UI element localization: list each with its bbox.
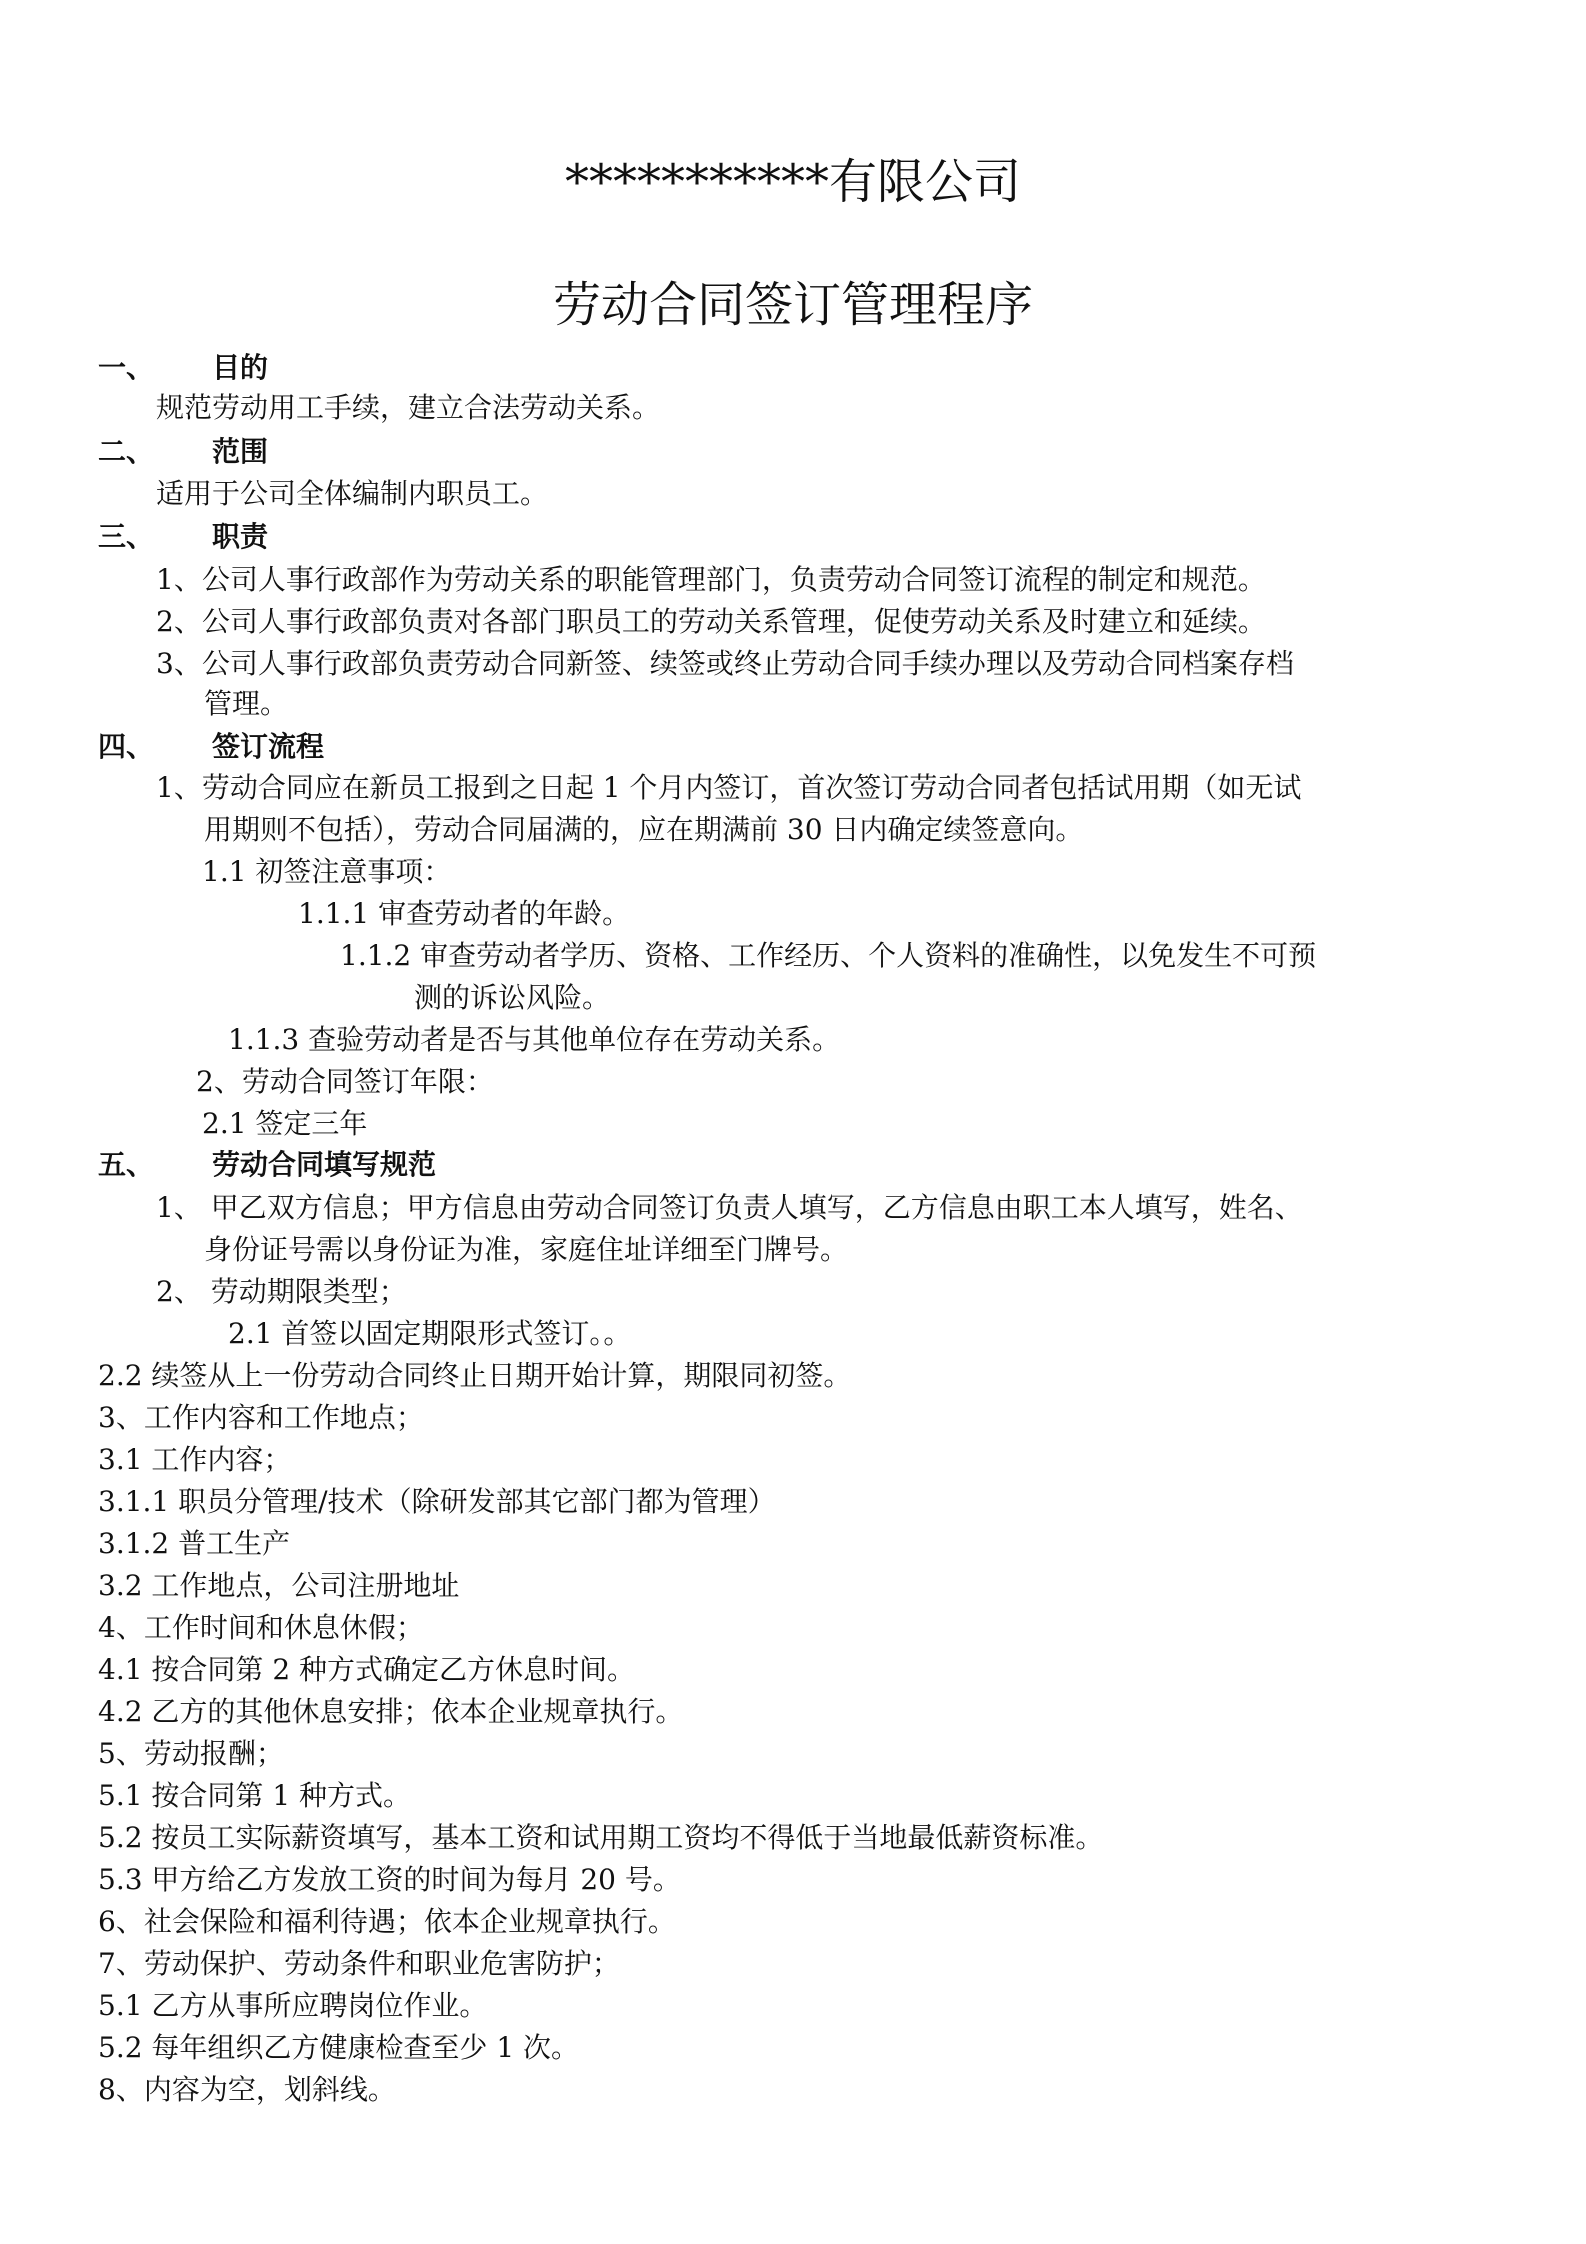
list-item: 4、工作时间和休息休假； xyxy=(98,1611,424,1644)
sub-item: 3.2 工作地点，公司注册地址 xyxy=(98,1569,460,1602)
list-item: 1、 甲乙双方信息；甲方信息由劳动合同签订负责人填写，乙方信息由职工本人填写，姓名、 xyxy=(156,1191,1303,1224)
list-item-continuation: 用期则不包括），劳动合同届满的，应在期满前 30 日内确定续签意向。 xyxy=(204,813,1084,846)
sub-item: 2.2 续签从上一份劳动合同终止日期开始计算，期限同初签。 xyxy=(98,1359,852,1392)
sub-item: 5.3 甲方给乙方发放工资的时间为每月 20 号。 xyxy=(98,1863,681,1896)
sub-item: 3.1 工作内容； xyxy=(98,1443,292,1476)
list-item: 2、 劳动期限类型； xyxy=(156,1275,407,1308)
list-item: 3、工作内容和工作地点； xyxy=(98,1401,424,1434)
section-title: 劳动合同填写规范 xyxy=(212,1148,437,1181)
sub-item: 5.2 按员工实际薪资填写，基本工资和试用期工资均不得低于当地最低薪资标准。 xyxy=(98,1821,1104,1854)
section-title: 范围 xyxy=(212,435,269,468)
section-heading-purpose xyxy=(98,348,268,388)
section-title: 目的 xyxy=(212,351,269,384)
list-item: 6、社会保险和福利待遇；依本企业规章执行。 xyxy=(98,1905,676,1938)
sub-item: 4.2 乙方的其他休息安排；依本企业规章执行。 xyxy=(98,1695,684,1728)
sub-item: 5.1 乙方从事所应聘岗位作业。 xyxy=(98,1989,488,2022)
sub-item: 1.1 初签注意事项： xyxy=(202,855,452,888)
section-heading-scope xyxy=(98,432,268,472)
sub-sub-item: 1.1.2 审查劳动者学历、资格、工作经历、个人资料的准确性，以免发生不可预 xyxy=(340,939,1317,972)
sub-sub-item-continuation: 测的诉讼风险。 xyxy=(414,981,611,1014)
sub-sub-item: 1.1.3 查验劳动者是否与其他单位存在劳动关系。 xyxy=(228,1023,841,1056)
list-item-continuation: 身份证号需以身份证为准，家庭住址详细至门牌号。 xyxy=(204,1233,849,1266)
sub-item: 2.1 首签以固定期限形式签订。。 xyxy=(228,1317,632,1350)
company-name: ***********有限公司 xyxy=(564,154,1021,210)
section-number: 五、 xyxy=(98,1148,155,1181)
list-item: 1、公司人事行政部作为劳动关系的职能管理部门，负责劳动合同签订流程的制定和规范。 xyxy=(156,563,1266,596)
section-title: 职责 xyxy=(212,520,269,553)
list-item: 5、劳动报酬； xyxy=(98,1737,284,1770)
section-heading-filling-rules xyxy=(98,1145,436,1185)
list-item: 8、内容为空，划斜线。 xyxy=(98,2073,396,2106)
section-title: 签订流程 xyxy=(212,730,325,763)
section-number: 一、 xyxy=(98,351,155,384)
sub-item: 2.1 签定三年 xyxy=(202,1107,368,1140)
sub-sub-item: 1.1.1 审查劳动者的年龄。 xyxy=(298,897,631,930)
sub-sub-item: 3.1.1 职员分管理/技术（除研发部其它部门都为管理） xyxy=(98,1485,776,1518)
section-heading-duties xyxy=(98,517,268,557)
paragraph: 适用于公司全体编制内职员工。 xyxy=(156,477,549,510)
section-heading-process xyxy=(98,727,324,767)
list-item: 3、公司人事行政部负责劳动合同新签、续签或终止劳动合同手续办理以及劳动合同档案存档 xyxy=(156,647,1294,680)
list-item: 7、劳动保护、劳动条件和职业危害防护； xyxy=(98,1947,620,1980)
section-number: 三、 xyxy=(98,520,155,553)
paragraph: 规范劳动用工手续，建立合法劳动关系。 xyxy=(156,391,661,424)
sub-sub-item: 3.1.2 普工生产 xyxy=(98,1527,291,1560)
sub-item: 4.1 按合同第 2 种方式确定乙方休息时间。 xyxy=(98,1653,636,1686)
section-number: 二、 xyxy=(98,435,155,468)
list-item: 1、劳动合同应在新员工报到之日起 1 个月内签订，首次签订劳动合同者包括试用期（如无试 xyxy=(156,771,1302,804)
document-title: 劳动合同签订管理程序 xyxy=(552,277,1033,333)
sub-item: 5.1 按合同第 1 种方式。 xyxy=(98,1779,412,1812)
list-item: 2、公司人事行政部负责对各部门职员工的劳动关系管理，促使劳动关系及时建立和延续。 xyxy=(156,605,1266,638)
list-item: 2、劳动合同签订年限： xyxy=(196,1065,494,1098)
sub-item: 5.2 每年组织乙方健康检查至少 1 次。 xyxy=(98,2031,580,2064)
list-item-continuation: 管理。 xyxy=(204,687,289,720)
section-number: 四、 xyxy=(98,730,155,763)
